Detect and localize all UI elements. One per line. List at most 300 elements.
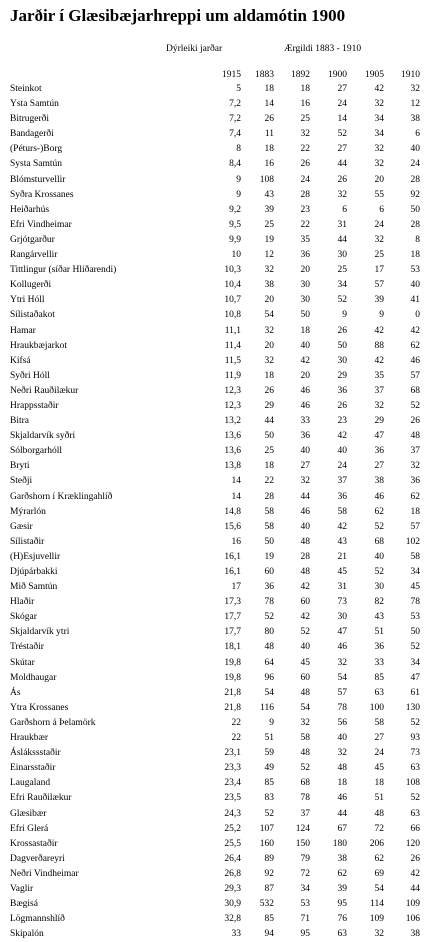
value-cell: 18 [410,250,420,261]
value-cell: 80 [264,627,274,638]
value-cell: 43 [374,612,384,623]
value-cell: 24 [337,99,347,110]
value-cell: 30 [300,295,310,306]
value-cell: 52 [410,717,420,728]
value-cell: 24 [410,159,420,170]
column-header-year: 1910 [401,70,420,80]
table-row [10,791,420,806]
value-cell: 10 [231,250,241,261]
value-cell: 44 [337,159,347,170]
value-cell: 64 [264,657,274,668]
value-cell: 32 [374,929,384,940]
farm-name-cell: Vaglir [10,883,34,894]
value-cell: 52 [264,808,274,819]
value-cell: 14 [231,491,241,502]
value-cell: 18 [264,144,274,155]
farm-name-cell: Hraukbær [10,733,48,744]
value-cell: 56 [337,717,347,728]
value-cell: 206 [369,838,384,849]
value-cell: 36 [264,582,274,593]
value-cell: 42 [410,868,420,879]
farm-name-cell: Ytra Krossanes [10,702,69,713]
value-cell: 42 [300,612,310,623]
value-cell: 60 [264,567,274,577]
value-cell: 54 [374,883,384,894]
value-cell: 48 [300,687,310,698]
value-cell: 9,5 [229,219,241,230]
table-row [10,701,420,716]
value-cell: 27 [374,733,384,744]
value-cell: 32 [410,461,420,472]
value-cell: 6 [342,204,347,215]
value-cell: 18 [264,84,274,94]
value-cell: 37 [374,385,384,396]
value-cell: 52 [410,400,420,411]
value-cell: 46 [300,400,310,411]
farm-name-cell: Moldhaugar [10,672,57,683]
value-cell: 7,2 [229,99,241,110]
value-cell: 20 [374,174,384,185]
value-cell: 40 [410,280,420,291]
value-cell: 21,8 [224,702,241,713]
farm-name-cell: Hlaðir [10,597,35,608]
farm-name-cell: Steinkot [10,84,42,94]
value-cell: 88 [374,340,384,351]
value-cell: 50 [337,340,347,351]
value-cell: 16 [264,159,274,170]
value-cell: 28 [264,491,274,502]
value-cell: 95 [300,929,310,940]
value-cell: 28 [300,551,310,562]
value-cell: 6 [379,204,384,215]
value-cell: 40 [337,733,347,744]
value-cell: 52 [410,793,420,804]
value-cell: 18 [264,461,274,472]
value-cell: 160 [259,838,274,849]
value-cell: 52 [300,763,310,774]
value-cell: 57 [374,280,384,291]
value-cell: 37 [410,446,420,457]
value-cell: 23 [300,204,310,215]
farm-name-cell: Steðji [10,476,33,487]
value-cell: 42 [374,355,384,366]
table-row [10,550,420,565]
value-cell: 38 [410,114,420,125]
value-cell: 48 [337,763,347,774]
value-cell: 24 [300,174,310,185]
value-cell: 26 [337,174,347,185]
value-cell: 109 [405,899,420,910]
value-cell: 58 [337,506,347,517]
value-cell: 47 [337,627,347,638]
value-cell: 32 [300,717,310,728]
value-cell: 59 [264,748,274,759]
value-cell: 85 [264,914,274,925]
value-cell: 44 [337,808,347,819]
value-cell: 8 [415,234,420,245]
table-row [10,867,420,882]
value-cell: 20 [264,295,274,306]
value-cell: 14 [231,476,241,487]
farm-name-cell: Skógar [10,612,37,623]
value-cell: 92 [264,868,274,879]
group-header-dyrleiki: Dýrleiki jarðar [166,44,223,54]
value-cell: 51 [374,627,384,638]
table-row [10,882,420,897]
farm-name-cell: Blómsturvellir [10,174,66,185]
table-row [10,248,420,263]
column-header-year: 1892 [291,70,310,80]
value-cell: 27 [337,144,347,155]
table-row [10,203,420,218]
table-row [10,142,420,157]
value-cell: 96 [264,672,274,683]
value-cell: 57 [410,370,420,381]
value-cell: 60 [300,672,310,683]
value-cell: 43 [264,189,274,200]
table-row [10,429,420,444]
value-cell: 32,8 [224,914,241,925]
value-cell: 5 [236,84,241,94]
table-row [10,97,420,112]
value-cell: 36 [337,385,347,396]
value-cell: 16 [300,99,310,110]
farm-name-cell: Neðri Vindheimar [10,868,79,879]
value-cell: 11,1 [224,325,241,336]
value-cell: 63 [337,929,347,940]
farm-name-cell: Mýrarlón [10,506,46,517]
table-row [10,746,420,761]
table-row [10,656,420,671]
value-cell: 41 [410,295,420,306]
value-cell: 52 [410,642,420,653]
farm-name-cell: Gæsir [10,521,33,532]
value-cell: 49 [264,763,274,774]
value-cell: 38 [410,929,420,940]
value-cell: 107 [259,823,274,834]
table-row [10,414,420,429]
column-header-name [10,68,188,82]
value-cell: 63 [410,763,420,774]
table-row [10,218,420,233]
value-cell: 58 [374,717,384,728]
value-cell: 9 [342,310,347,321]
farm-name-cell: Sólborgarhóll [10,446,63,457]
value-cell: 44 [300,491,310,502]
farm-name-cell: Heiðarhús [10,204,50,215]
value-cell: 18 [337,778,347,789]
value-cell: 51 [264,733,274,744]
farm-name-cell: Grjótgarður [10,234,55,245]
farm-name-cell: Garðshorn í Kræklingahlíð [10,491,113,502]
value-cell: 12 [264,250,274,261]
value-cell: 63 [374,687,384,698]
value-cell: 11,9 [224,370,241,381]
value-cell: 8,4 [229,159,241,170]
value-cell: 37 [300,808,310,819]
value-cell: 19,8 [224,657,241,668]
value-cell: 18 [300,325,310,336]
value-cell: 14 [264,99,274,110]
table-row [10,112,420,127]
farm-name-cell: Kollugerði [10,280,52,291]
value-cell: 42 [337,521,347,532]
table-row [10,188,420,203]
table-body [10,82,420,942]
value-cell: 36 [410,476,420,487]
value-cell: 32 [264,265,274,276]
farm-name-cell: Hraukbæjarkot [10,340,67,351]
table-row [10,474,420,489]
value-cell: 30 [374,582,384,593]
value-cell: 34 [410,657,420,668]
value-cell: 46 [337,793,347,804]
table-row [10,716,420,731]
farm-table [10,68,420,942]
value-cell: 16,1 [224,551,241,562]
farm-name-cell: Skjaldarvík ytri [10,627,70,638]
value-cell: 32 [264,355,274,366]
value-cell: 53 [410,612,420,623]
farm-name-cell: Syðri Hóll [10,370,50,381]
column-header-row [10,68,420,82]
value-cell: 10,4 [224,280,241,291]
value-cell: 29,3 [224,883,241,894]
value-cell: 22 [300,144,310,155]
table-row [10,640,420,655]
value-cell: 39 [337,883,347,894]
value-cell: 12,3 [224,400,241,411]
table-row [10,278,420,293]
value-cell: 33 [300,416,310,427]
value-cell: 532 [259,899,274,910]
value-cell: 23,5 [224,793,241,804]
value-cell: 8 [236,144,241,155]
value-cell: 38 [264,280,274,291]
value-cell: 45 [337,567,347,577]
table-row [10,807,420,822]
farm-name-cell: Dagverðareyri [10,853,65,864]
value-cell: 25 [264,446,274,457]
value-cell: 130 [405,702,420,713]
value-cell: 26 [337,325,347,336]
value-cell: 36 [374,446,384,457]
value-cell: 33 [231,929,241,940]
farm-name-cell: Rangárvellir [10,250,58,261]
table-row [10,837,420,852]
value-cell: 45 [300,657,310,668]
value-cell: 92 [410,189,420,200]
farm-name-cell: Áslákssstaðir [10,748,61,759]
value-cell: 34 [337,280,347,291]
table-row [10,912,420,927]
farm-name-cell: Lögmannshlíð [10,914,65,925]
value-cell: 69 [374,868,384,879]
value-cell: 35 [374,370,384,381]
value-cell: 48 [300,536,310,547]
value-cell: 54 [264,310,274,321]
farm-name-cell: (Péturs-)Borg [10,144,63,155]
value-cell: 22 [264,476,274,487]
value-cell: 32 [374,159,384,170]
value-cell: 17,3 [224,597,241,608]
value-cell: 11,5 [224,355,241,366]
table-row [10,459,420,474]
value-cell: 29 [264,400,274,411]
value-cell: 19,8 [224,672,241,683]
value-cell: 22 [231,717,241,728]
value-cell: 18 [264,370,274,381]
column-header-year: 1883 [255,70,274,80]
value-cell: 45 [374,763,384,774]
group-header-aergildi: Ærgildi 1883 - 1910 [284,44,362,54]
farm-name-cell: Tréstaðir [10,642,44,653]
value-cell: 67 [337,823,347,834]
farm-name-cell: (H)Esjuvellir [10,551,61,562]
farm-name-cell: Mið Samtún [10,582,58,593]
farm-name-cell: Bægisá [10,899,38,910]
value-cell: 23,3 [224,763,241,774]
table-row [10,233,420,248]
value-cell: 50 [410,204,420,215]
value-cell: 25 [374,250,384,261]
value-cell: 58 [410,551,420,562]
value-cell: 32 [374,234,384,245]
value-cell: 7,2 [229,114,241,125]
value-cell: 42 [337,431,347,442]
value-cell: 16,1 [224,567,241,577]
value-cell: 34 [410,567,420,577]
value-cell: 26 [300,159,310,170]
value-cell: 95 [337,899,347,910]
table-row [10,399,420,414]
value-cell: 13,6 [224,446,241,457]
value-cell: 52 [337,295,347,306]
value-cell: 100 [369,702,384,713]
value-cell: 52 [300,627,310,638]
value-cell: 44 [337,234,347,245]
value-cell: 36 [374,642,384,653]
value-cell: 30 [337,250,347,261]
table-row [10,822,420,837]
value-cell: 31 [337,219,347,230]
value-cell: 58 [264,521,274,532]
value-cell: 58 [264,506,274,517]
value-cell: 66 [410,823,420,834]
value-cell: 37 [337,476,347,487]
value-cell: 108 [405,778,420,789]
value-cell: 17 [374,265,384,276]
value-cell: 9,9 [229,234,241,245]
value-cell: 32 [337,748,347,759]
farm-name-cell: Garðshorn á Þelamörk [10,717,96,728]
value-cell: 46 [300,506,310,517]
value-cell: 43 [337,536,347,547]
value-cell: 40 [374,551,384,562]
value-cell: 54 [300,702,310,713]
farm-name-cell: Glæsibær [10,808,47,819]
value-cell: 85 [264,778,274,789]
value-cell: 40 [300,446,310,457]
value-cell: 124 [295,823,310,834]
table-row [10,324,420,339]
value-cell: 32 [374,99,384,110]
value-cell: 35 [300,234,310,245]
value-cell: 36 [337,491,347,502]
value-cell: 24 [374,219,384,230]
farm-name-cell: Skipalón [10,929,44,940]
page-title: Jarðir í Glæsibæjarhreppi um aldamótin 1900 [10,6,346,25]
farm-name-cell: Skútar [10,657,35,668]
value-cell: 71 [300,914,310,925]
value-cell: 40 [300,340,310,351]
value-cell: 15,6 [224,521,241,532]
table-row [10,339,420,354]
value-cell: 42 [300,582,310,593]
value-cell: 36 [300,250,310,261]
value-cell: 13,2 [224,416,241,427]
value-cell: 28 [410,219,420,230]
value-cell: 23,4 [224,778,241,789]
value-cell: 72 [374,823,384,834]
value-cell: 11,4 [224,340,241,351]
farm-name-cell: Ás [10,687,21,698]
value-cell: 106 [405,914,420,925]
value-cell: 72 [300,868,310,879]
value-cell: 45 [410,582,420,593]
value-cell: 40 [300,521,310,532]
value-cell: 48 [410,431,420,442]
table-row [10,490,420,505]
value-cell: 53 [410,265,420,276]
value-cell: 30 [300,280,310,291]
value-cell: 28 [300,189,310,200]
value-cell: 14 [337,114,347,125]
value-cell: 76 [337,914,347,925]
value-cell: 47 [410,672,420,683]
value-cell: 9 [269,717,274,728]
table-row [10,157,420,172]
table-row [10,852,420,867]
value-cell: 42 [300,355,310,366]
farm-name-cell: Laugaland [10,778,51,789]
value-cell: 62 [374,853,384,864]
value-cell: 62 [374,506,384,517]
value-cell: 26 [264,385,274,396]
farm-name-cell: Systa Samtún [10,159,62,170]
value-cell: 62 [337,868,347,879]
value-cell: 25 [337,265,347,276]
value-cell: 150 [295,838,310,849]
value-cell: 46 [410,355,420,366]
value-cell: 116 [260,702,274,713]
value-cell: 109 [369,914,384,925]
value-cell: 26,8 [224,868,241,879]
farm-name-cell: Bryti [10,461,30,472]
table-row [10,369,420,384]
value-cell: 48 [300,748,310,759]
value-cell: 19 [264,551,274,562]
value-cell: 32 [300,476,310,487]
table-row [10,384,420,399]
value-cell: 39 [374,295,384,306]
farm-name-cell: Sílistaðakot [10,310,55,321]
value-cell: 9,2 [229,204,241,215]
value-cell: 32 [337,189,347,200]
farm-name-cell: Einarsstaðir [10,763,56,774]
value-cell: 51 [374,793,384,804]
value-cell: 68 [300,778,310,789]
